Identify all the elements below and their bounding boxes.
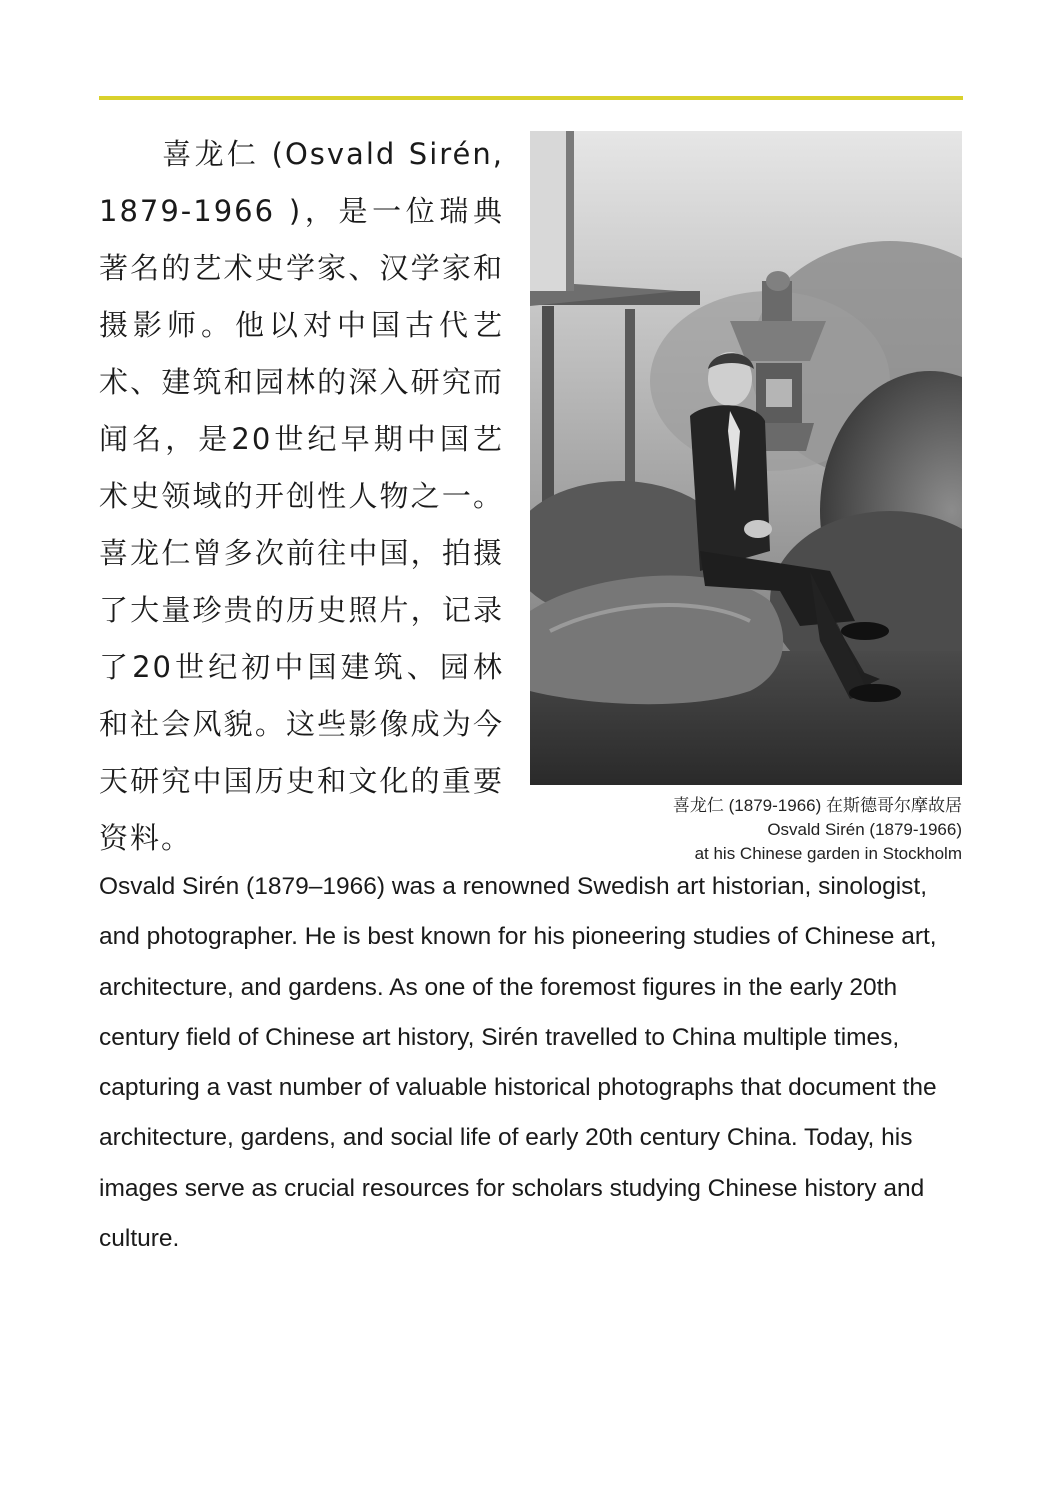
english-paragraph: Osvald Sirén (1879–1966) was a renowned Swedish art historian, sinologist, and photographer. He is best known for his pioneering studies of Chinese art, architecture, and gardens. As one of the foremost figures in the early 20th century field of Chinese art history, Sirén travelled to China multiple times, capturing a vast number of valuable historical photographs that document the architecture, gardens, and social life of early 20th century China. Today, his images serve as crucial resources for scholars studying Chinese history and culture. <box>99 873 937 1253</box>
chinese-paragraph-text: 喜龙仁 (Osvald Sirén, 1879-1966 )，是一位瑞典著名的艺术史学家、汉学家和摄影师。他以对中国古代艺术、建筑和园林的深入研究而闻名，是20世纪早期中国艺术史领域的开创性人物之一。喜龙仁曾多次前往中国，拍摄了大量珍贵的历史照片，记录了20世纪初中国建筑、园林和社会风貌。这些影像成为今天研究中国历史和文化的重要资料。 <box>99 137 504 855</box>
caption-chinese: 喜龙仁 (1879-1966) 在斯德哥尔摩故居 <box>672 796 962 815</box>
portrait-photo-illustration <box>530 131 962 785</box>
chinese-paragraph <box>99 126 504 867</box>
caption-english-line1: Osvald Sirén (1879-1966) <box>767 820 962 839</box>
portrait-photo <box>530 131 962 785</box>
caption-english-line2: at his Chinese garden in Stockholm <box>694 844 962 863</box>
top-divider <box>99 96 963 100</box>
photo-caption <box>562 794 962 866</box>
